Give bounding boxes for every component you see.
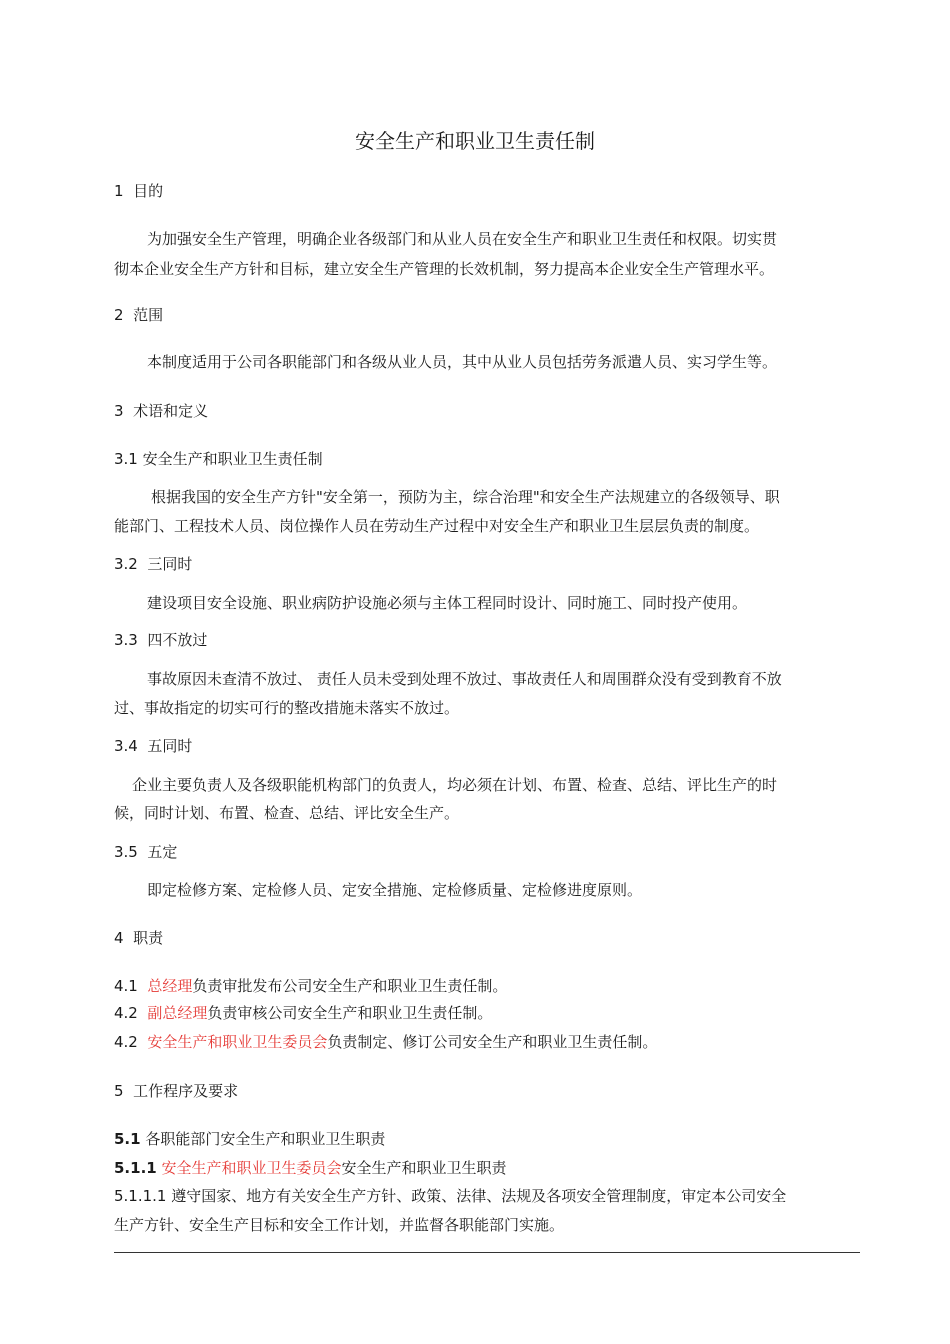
- section-title: 术语和定义: [133, 402, 209, 420]
- paragraph-line: 为加强安全生产管理，明确企业各级部门和从业人员在安全生产和职业卫生责任和权限。切实贯: [147, 230, 778, 248]
- section-number: 2: [114, 306, 124, 324]
- duty-item: 4.2 安全生产和职业卫生委员会负责制定、修订公司安全生产和职业卫生责任制。: [114, 1033, 658, 1051]
- subsection-3-3-heading: 3.3 四不放过: [114, 631, 208, 649]
- paragraph-line: 建设项目安全设施、职业病防护设施必须与主体工程同时设计、同时施工、同时投产使用。: [147, 594, 748, 612]
- paragraph-line: 过、事故指定的切实可行的整改措施未落实不放过。: [114, 699, 460, 717]
- paragraph-line: 彻本企业安全生产方针和目标，建立安全生产管理的长效机制，努力提高本企业安全生产管理水平。: [114, 260, 775, 278]
- subsection-3-1-heading: 3.1 安全生产和职业卫生责任制: [114, 450, 323, 468]
- subsection-5-1-1-heading: 5.1.1 安全生产和职业卫生委员会安全生产和职业卫生职责: [114, 1159, 507, 1177]
- paragraph-line: 生产方针、安全生产目标和安全工作计划，并监督各职能部门实施。: [114, 1216, 565, 1234]
- subsection-3-2-heading: 3.2 三同时: [114, 555, 193, 573]
- paragraph-line: 5.1.1.1 遵守国家、地方有关安全生产方针、政策、法律、法规及各项安全管理制度，审定本公司安全: [114, 1187, 787, 1205]
- section-title: 职责: [133, 929, 164, 947]
- paragraph-line: 企业主要负责人及各级职能机构部门的负责人，均必须在计划、布置、检查、总结、评比生产的时: [132, 776, 778, 794]
- section-3-heading: [114, 401, 208, 421]
- subsection-5-1-heading: 5.1 各职能部门安全生产和职业卫生职责: [114, 1130, 386, 1148]
- paragraph-line: 即定检修方案、定检修人员、定安全措施、定检修质量、定检修进度原则。: [147, 881, 643, 899]
- subsection-3-4-heading: 3.4 五同时: [114, 737, 193, 755]
- section-2-heading: [114, 305, 163, 325]
- paragraph-line: 本制度适用于公司各职能部门和各级从业人员，其中从业人员包括劳务派遣人员、实习学生等。: [147, 353, 778, 371]
- section-title: 工作程序及要求: [133, 1082, 239, 1100]
- role-name: 总经理: [147, 977, 193, 995]
- section-number: 1: [114, 182, 124, 200]
- section-title: 范围: [133, 306, 164, 324]
- section-number: 5: [114, 1082, 124, 1100]
- duty-item: 4.1 总经理负责审批发布公司安全生产和职业卫生责任制。: [114, 977, 508, 995]
- subsection-3-5-heading: 3.5 五定: [114, 843, 178, 861]
- section-4-heading: [114, 928, 163, 948]
- paragraph-line: 事故原因未查清不放过、 责任人员未受到处理不放过、事故责任人和周围群众没有受到教育不放: [147, 670, 782, 688]
- section-number: 4: [114, 929, 124, 947]
- role-name: 副总经理: [147, 1004, 208, 1022]
- duty-item: 4.2 副总经理负责审核公司安全生产和职业卫生责任制。: [114, 1004, 493, 1022]
- paragraph-line: 根据我国的安全生产方针"安全第一，预防为主，综合治理"和安全生产法规建立的各级领导、职: [151, 488, 780, 506]
- footer-divider: [114, 1252, 860, 1253]
- page-title: 安全生产和职业卫生责任制: [355, 129, 595, 153]
- section-title: 目的: [133, 182, 164, 200]
- section-number: 3: [114, 402, 124, 420]
- role-name: 安全生产和职业卫生委员会: [147, 1033, 328, 1051]
- paragraph-line: 能部门、工程技术人员、岗位操作人员在劳动生产过程中对安全生产和职业卫生层层负责的制度。: [114, 517, 760, 535]
- committee-name: 安全生产和职业卫生委员会: [161, 1159, 342, 1177]
- section-1-heading: [114, 181, 163, 201]
- section-5-heading: [114, 1081, 238, 1101]
- paragraph-line: 候，同时计划、布置、检查、总结、评比安全生产。: [114, 804, 460, 822]
